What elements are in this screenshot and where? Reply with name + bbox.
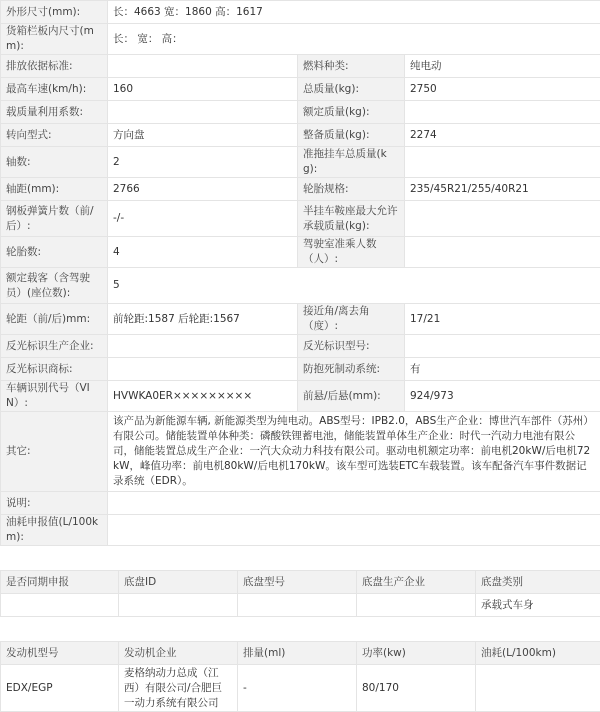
- spec-label: 驾驶室准乘人数（人）:: [298, 237, 405, 268]
- spec-value: [405, 147, 600, 178]
- dimensions-value: 长：4663 宽：1860 高：1617: [108, 1, 600, 24]
- chassis-header: 底盘生产企业: [357, 571, 476, 594]
- spec-label: 燃料种类:: [298, 55, 405, 78]
- spec-row: [1, 24, 600, 55]
- dimensions-label: 外形尺寸(mm):: [1, 1, 108, 24]
- chassis-cell: [119, 594, 238, 617]
- spec-value: 方向盘: [108, 124, 298, 147]
- seats-label: 额定载客（含驾驶员）(座位数):: [1, 268, 108, 304]
- spec-value: [405, 201, 600, 237]
- engine-header: 发动机型号: [1, 642, 119, 665]
- spec-label: 钢板弹簧片数（前/后）:: [1, 201, 108, 237]
- spec-row: [1, 381, 600, 412]
- spec-row: [1, 178, 600, 201]
- spec-value: [405, 237, 600, 268]
- spec-label: 轴数:: [1, 147, 108, 178]
- fuel-value: [108, 515, 600, 546]
- spec-label: 轴距(mm):: [1, 178, 108, 201]
- spec-row: [1, 201, 600, 237]
- other-value: 该产品为新能源车辆, 新能源类型为纯电动。ABS型号：IPB2.0，ABS生产企业：博世汽车部件（苏州）有限公司。储能装置单体种类：磷酸铁锂蓄电池，储能装置单体生产企业：时代一汽动力电池有限公司，储能装置总成生产企业：一汽大众动力科技有限公司。驱动电机额定功率：前电机20kW/后电机72kW，峰值功率：前电机80kW/后电机170kW。该车型可选装ETC车载装置。该车配备汽车事件数据记录系统（EDR）。: [108, 412, 600, 492]
- spec-value: 纯电动: [405, 55, 600, 78]
- spec-row: [1, 124, 600, 147]
- spec-value: 有: [405, 358, 600, 381]
- engine-header: 油耗(L/100km): [476, 642, 600, 665]
- spec-label: 额定质量(kg):: [298, 101, 405, 124]
- spec-value: 2274: [405, 124, 600, 147]
- engine-row: [1, 665, 600, 712]
- engine-header: 发动机企业: [119, 642, 238, 665]
- spec-value: -/-: [108, 201, 298, 237]
- note-value: [108, 492, 600, 515]
- engine-cell: [476, 665, 600, 712]
- spec-label: 车辆识别代号（VIN）:: [1, 381, 108, 412]
- spec-label: 载质量利用系数:: [1, 101, 108, 124]
- spec-value: [405, 335, 600, 358]
- chassis-cell: 承载式车身: [476, 594, 600, 617]
- engine-table: [0, 641, 600, 712]
- chassis-header: 底盘型号: [238, 571, 357, 594]
- spec-row: [1, 304, 600, 335]
- spec-value: [108, 55, 298, 78]
- chassis-header: 是否同期申报: [1, 571, 119, 594]
- spec-label: 半挂车鞍座最大允许承载质量(kg):: [298, 201, 405, 237]
- section-gap: [0, 617, 600, 641]
- cargo-value: 长： 宽： 高：: [108, 24, 600, 55]
- spec-value: 17/21: [405, 304, 600, 335]
- engine-cell: 麦格纳动力总成（江西）有限公司/合肥巨一动力系统有限公司: [119, 665, 238, 712]
- spec-value: 924/973: [405, 381, 600, 412]
- chassis-row: [1, 594, 600, 617]
- engine-cell: EDX/EGP: [1, 665, 119, 712]
- spec-row: [1, 335, 600, 358]
- spec-row: [1, 78, 600, 101]
- seats-value: 5: [108, 268, 600, 304]
- spec-label: 前悬/后悬(mm):: [298, 381, 405, 412]
- spec-label: 总质量(kg):: [298, 78, 405, 101]
- spec-label: 排放依据标准:: [1, 55, 108, 78]
- spec-label: 转向型式:: [1, 124, 108, 147]
- vin-value: HVWKA0ER×××××××××: [108, 381, 298, 412]
- engine-cell: -: [238, 665, 357, 712]
- spec-row: [1, 55, 600, 78]
- chassis-cell: [238, 594, 357, 617]
- spec-row: [1, 237, 600, 268]
- spec-label: 整备质量(kg):: [298, 124, 405, 147]
- chassis-header: 底盘类别: [476, 571, 600, 594]
- engine-cell: 80/170: [357, 665, 476, 712]
- spec-value: [108, 101, 298, 124]
- engine-header-row: [1, 642, 600, 665]
- section-gap: [0, 546, 600, 570]
- engine-header: 功率(kw): [357, 642, 476, 665]
- spec-value: 235/45R21/255/40R21: [405, 178, 600, 201]
- spec-label: 准拖挂车总质量(kg):: [298, 147, 405, 178]
- spec-row: [1, 492, 600, 515]
- spec-value: 2: [108, 147, 298, 178]
- spec-label: 最高车速(km/h):: [1, 78, 108, 101]
- spec-label: 接近角/离去角（度）:: [298, 304, 405, 335]
- spec-value: 4: [108, 237, 298, 268]
- chassis-table: [0, 570, 600, 617]
- spec-value: [405, 101, 600, 124]
- other-label: 其它:: [1, 412, 108, 492]
- chassis-cell: [357, 594, 476, 617]
- spec-row: [1, 147, 600, 178]
- spec-row: [1, 101, 600, 124]
- spec-value: [108, 358, 298, 381]
- spec-label: 轮胎数:: [1, 237, 108, 268]
- cargo-label: 货箱栏板内尺寸(mm):: [1, 24, 108, 55]
- spec-row: [1, 515, 600, 546]
- spec-label: 反光标识型号:: [298, 335, 405, 358]
- spec-row: [1, 358, 600, 381]
- spec-value: [108, 335, 298, 358]
- fuel-label: 油耗申报值(L/100km):: [1, 515, 108, 546]
- engine-header: 排量(ml): [238, 642, 357, 665]
- note-label: 说明:: [1, 492, 108, 515]
- spec-label: 轮距（前/后)mm:: [1, 304, 108, 335]
- spec-label: 轮胎规格:: [298, 178, 405, 201]
- spec-label: 反光标识生产企业:: [1, 335, 108, 358]
- spec-row: [1, 412, 600, 492]
- chassis-cell: [1, 594, 119, 617]
- spec-value: 前轮距:1587 后轮距:1567: [108, 304, 298, 335]
- spec-label: 防抱死制动系统:: [298, 358, 405, 381]
- spec-value: 160: [108, 78, 298, 101]
- spec-row: [1, 1, 600, 24]
- chassis-header: 底盘ID: [119, 571, 238, 594]
- spec-row: [1, 268, 600, 304]
- spec-value: 2750: [405, 78, 600, 101]
- spec-label: 反光标识商标:: [1, 358, 108, 381]
- chassis-header-row: [1, 571, 600, 594]
- spec-value: 2766: [108, 178, 298, 201]
